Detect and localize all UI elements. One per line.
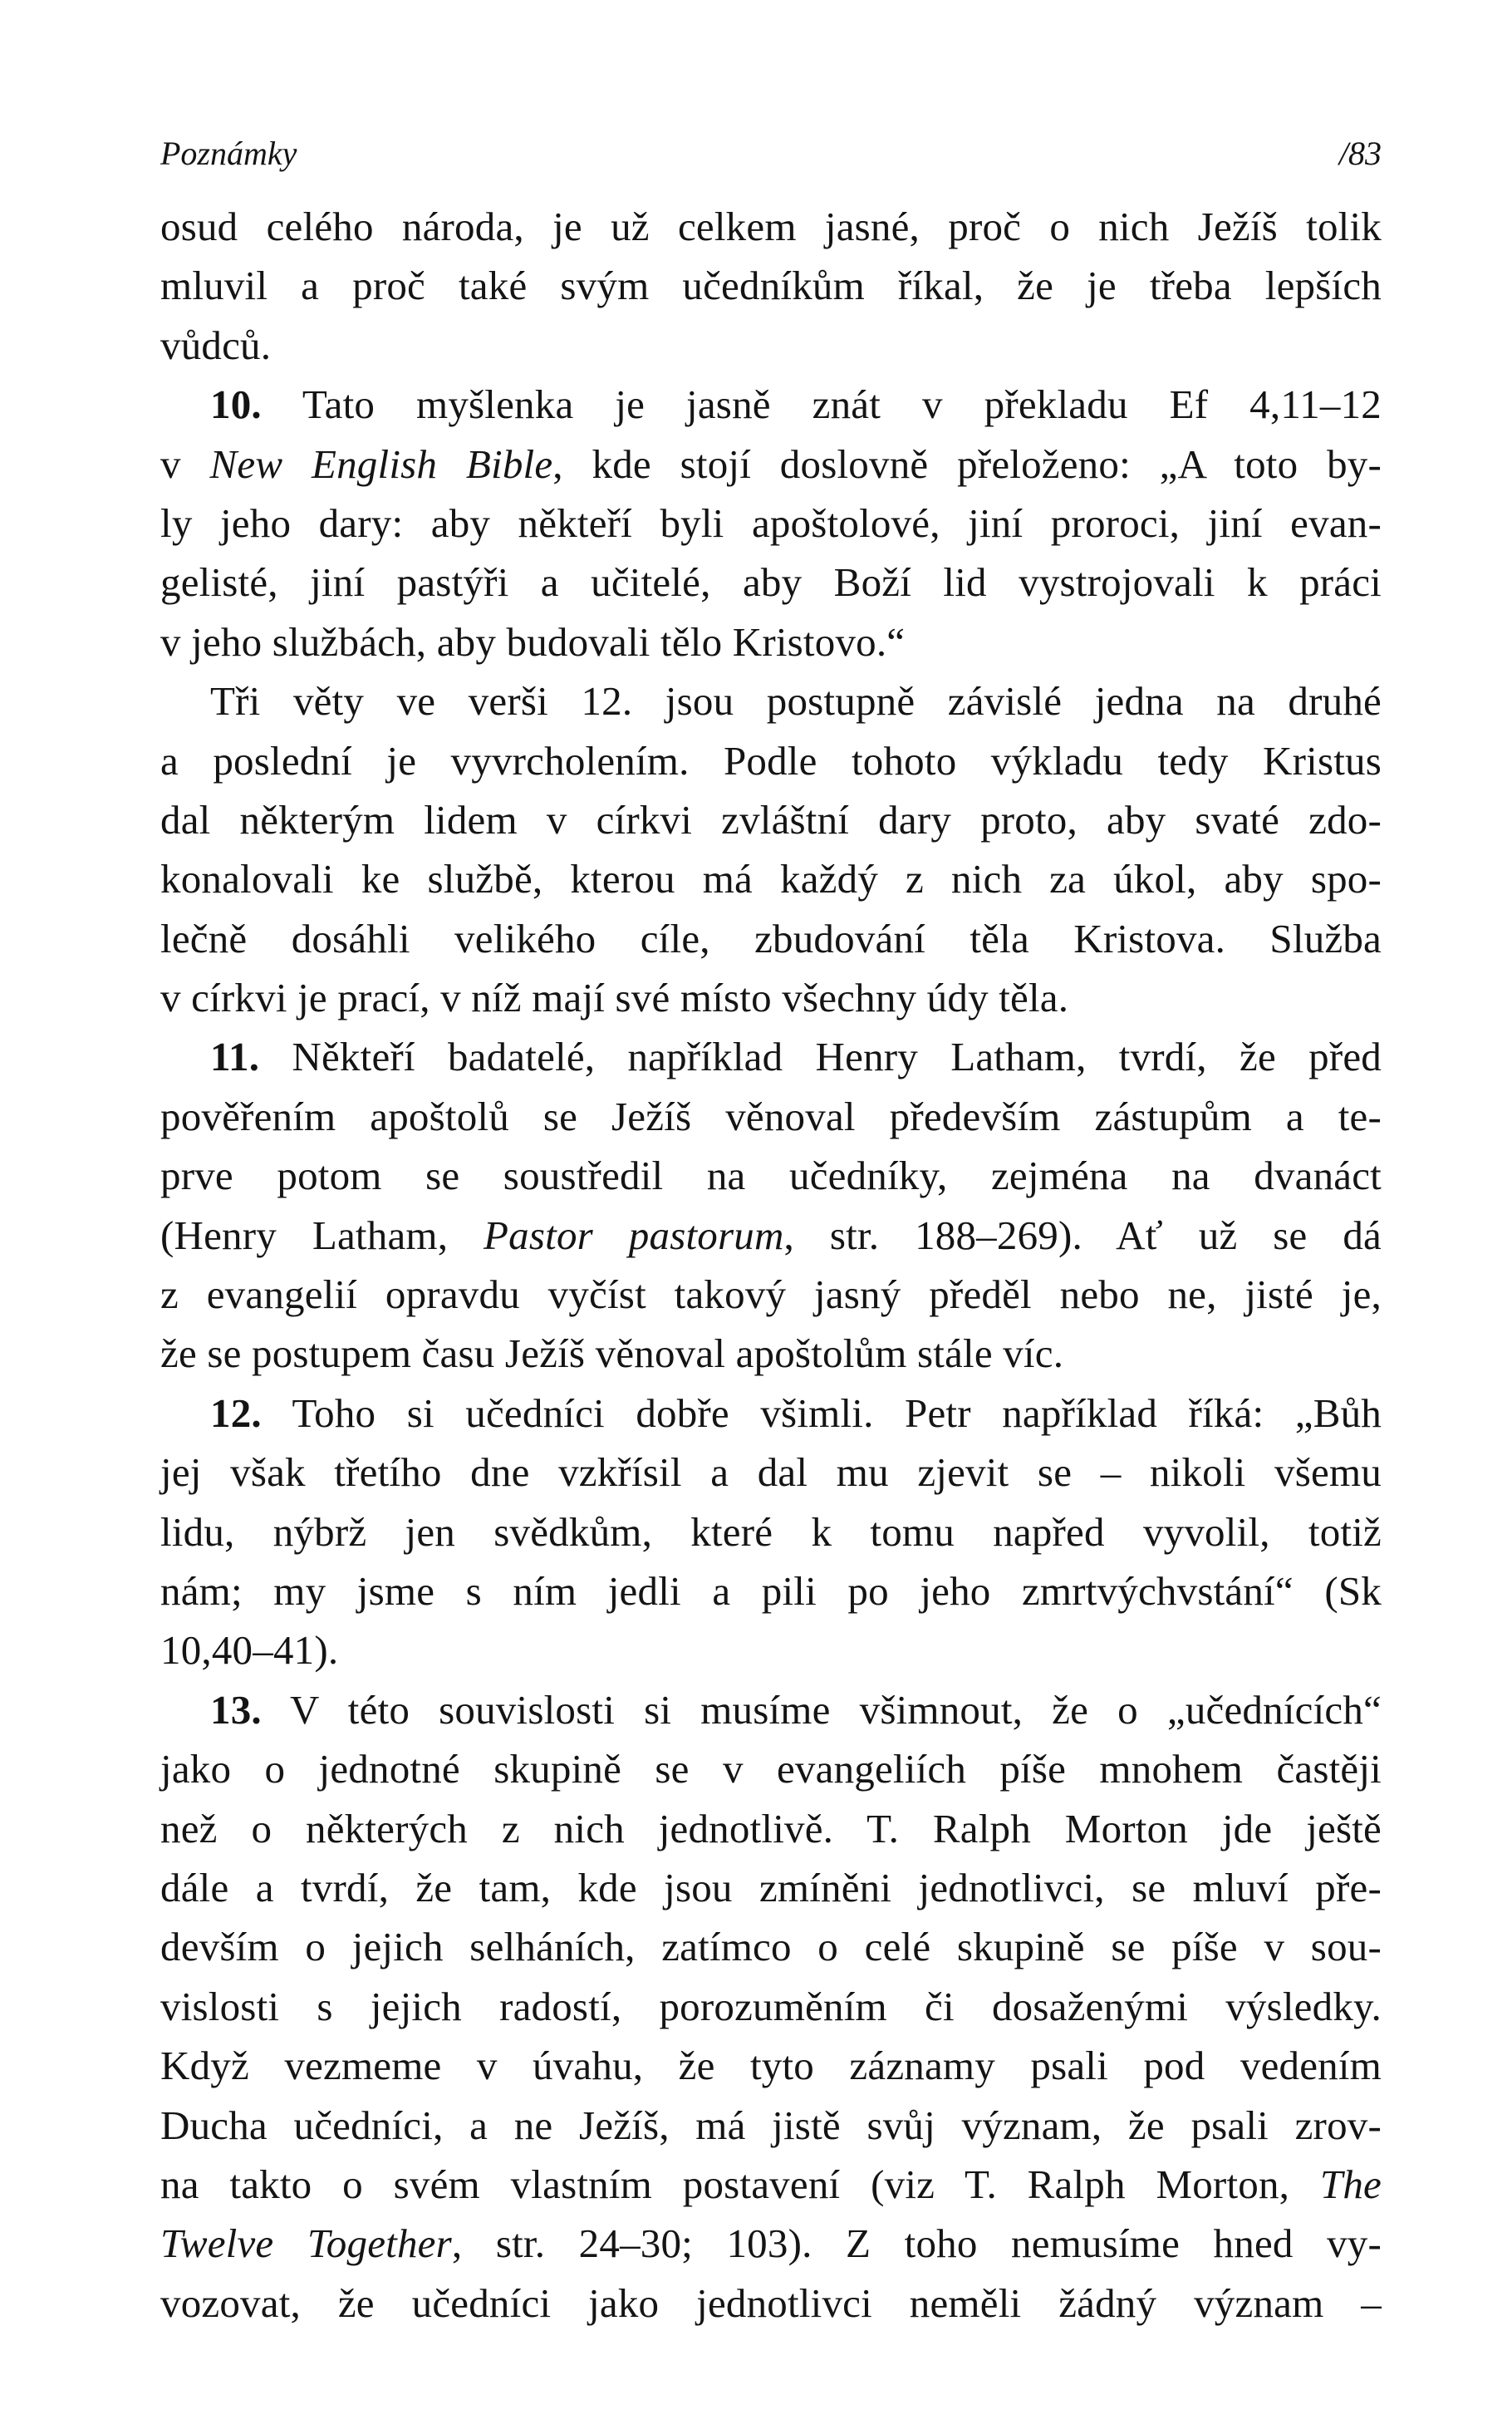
text-line [160, 1027, 1382, 1086]
page-number: /83 [1338, 135, 1382, 172]
line-text: , kde stojí doslovně přeloženo: „A toto by- [552, 440, 1382, 487]
line-text: devším o jejich selháních, zatímco o celé skupině se píše v sou- [160, 1924, 1382, 1970]
text-line [160, 1739, 1382, 1798]
line-text: Tři věty ve verši 12. jsou postupně závislé jedna na druhé [210, 678, 1382, 725]
italic-title: The [1319, 2161, 1382, 2207]
paragraph [160, 1680, 1382, 2333]
line-text: v [160, 440, 210, 487]
line-text: a poslední je vyvrcholením. Podle tohoto výkladu tedy Kristus [160, 737, 1382, 784]
text-line [160, 1265, 1382, 1324]
text-line [160, 494, 1382, 553]
text-line [160, 375, 1382, 434]
text-line [160, 612, 1382, 671]
text-line [160, 1384, 1382, 1443]
line-text: vozovat, že učedníci jako jednotlivci neměli žádný význam – [160, 2279, 1382, 2326]
line-text: na takto o svém vlastním postavení (viz T. Ralph Morton, [160, 2161, 1320, 2207]
line-text: z evangelií opravdu vyčíst takový jasný předěl nebo ne, jisté je, [160, 1271, 1382, 1318]
line-text: , str. 188–269). Ať už se dá [783, 1212, 1382, 1258]
note-number: 13. [210, 1686, 262, 1733]
text-line [160, 790, 1382, 849]
text-line [160, 968, 1382, 1027]
text-line [160, 909, 1382, 968]
line-text: konalovali ke službě, kterou má každý z nich za úkol, aby spo- [160, 856, 1382, 902]
note-number: 12. [210, 1389, 262, 1436]
line-text: vůdců. [160, 322, 272, 368]
text-line [160, 671, 1382, 730]
line-text: prve potom se soustředil na učedníky, zejména na dvanáct [160, 1153, 1382, 1199]
text-line [160, 1502, 1382, 1561]
paragraph [160, 1027, 1382, 1383]
text-line [160, 2274, 1382, 2333]
body-text [160, 197, 1382, 2333]
page-header [160, 129, 1382, 179]
text-line [160, 1324, 1382, 1383]
line-text: lidu, nýbrž jen svědkům, které k tomu napřed vyvolil, totiž [160, 1508, 1382, 1555]
text-line [160, 2036, 1382, 2095]
text-line [160, 1680, 1382, 1739]
text-line [160, 197, 1382, 256]
text-line [160, 1917, 1382, 1976]
paragraph [160, 1384, 1382, 1680]
text-line [160, 435, 1382, 494]
line-text: Někteří badatelé, například Henry Latham, tvrdí, že před [259, 1034, 1382, 1080]
text-line [160, 1620, 1382, 1679]
text-line [160, 731, 1382, 790]
text-line [160, 849, 1382, 908]
line-text: lečně dosáhli velikého cíle, zbudování těla Kristova. Služba [160, 915, 1382, 961]
note-number: 10. [210, 381, 262, 428]
running-head: Poznámky [160, 135, 297, 172]
paragraph [160, 375, 1382, 671]
line-text: dále a tvrdí, že tam, kde jsou zmíněni jednotlivci, se mluví pře- [160, 1864, 1382, 1910]
text-line [160, 2214, 1382, 2273]
text-line [160, 1977, 1382, 2036]
line-text: (Henry Latham, [160, 1212, 484, 1258]
paragraph [160, 197, 1382, 375]
text-line [160, 553, 1382, 612]
line-text: V této souvislosti si musíme všimnout, že o „učednících“ [261, 1686, 1382, 1733]
line-text: Toho si učedníci dobře všimli. Petr například říká: „Bůh [261, 1389, 1382, 1436]
paragraph [160, 671, 1382, 1027]
text-line [160, 1858, 1382, 1917]
line-text: nám; my jsme s ním jedli a pili po jeho zmrtvýchvstání“ (Sk [160, 1567, 1382, 1614]
text-line [160, 1561, 1382, 1620]
line-text: jej však třetího dne vzkřísil a dal mu zjevit se – nikoli všemu [160, 1449, 1382, 1496]
text-line [160, 1206, 1382, 1265]
line-text: 10,40–41). [160, 1627, 339, 1674]
text-line [160, 1146, 1382, 1205]
line-text: Když vezmeme v úvahu, že tyto záznamy psali pod vedením [160, 2043, 1382, 2089]
line-text: pověřením apoštolů se Ježíš věnoval především zástupům a te- [160, 1093, 1382, 1139]
line-text: gelisté, jiní pastýři a učitelé, aby Boží lid vystrojovali k práci [160, 559, 1382, 606]
text-line [160, 316, 1382, 375]
note-number: 11. [210, 1034, 260, 1080]
italic-title: Pastor pastorum [484, 1212, 784, 1258]
line-text: mluvil a proč také svým učedníkům říkal, že je třeba lepších [160, 263, 1382, 309]
text-line [160, 1799, 1382, 1858]
line-text: jako o jednotné skupině se v evangeliích píše mnohem častěji [160, 1746, 1382, 1792]
line-text: ly jeho dary: aby někteří byli apoštolové, jiní proroci, jiní evan- [160, 499, 1382, 546]
line-text: dal některým lidem v církvi zvláštní dary proto, aby svaté zdo- [160, 796, 1382, 843]
text-line [160, 1443, 1382, 1502]
italic-title: Twelve Together [160, 2220, 452, 2267]
line-text: Ducha učedníci, a ne Ježíš, má jistě svůj význam, že psali zrov- [160, 2102, 1382, 2148]
line-text: osud celého národa, je už celkem jasné, proč o nich Ježíš tolik [160, 204, 1382, 249]
text-line [160, 256, 1382, 315]
line-text: vislosti s jejich radostí, porozuměním či dosaženými výsledky. [160, 1983, 1382, 2029]
line-text: v jeho službách, aby budovali tělo Kristovo.“ [160, 618, 906, 665]
line-text: v církvi je prací, v níž mají své místo všechny údy těla. [160, 975, 1069, 1021]
text-line [160, 2096, 1382, 2155]
text-line [160, 2155, 1382, 2214]
line-text: že se postupem času Ježíš věnoval apoštolům stále víc. [160, 1330, 1064, 1377]
line-text: , str. 24–30; 103). Z toho nemusíme hned vy- [451, 2220, 1382, 2267]
text-line [160, 1087, 1382, 1146]
line-text: Tato myšlenka je jasně znát v překladu Ef 4,11–12 [261, 381, 1382, 428]
italic-title: New English Bible [209, 440, 553, 487]
line-text: než o některých z nich jednotlivě. T. Ralph Morton jde ještě [160, 1805, 1382, 1851]
